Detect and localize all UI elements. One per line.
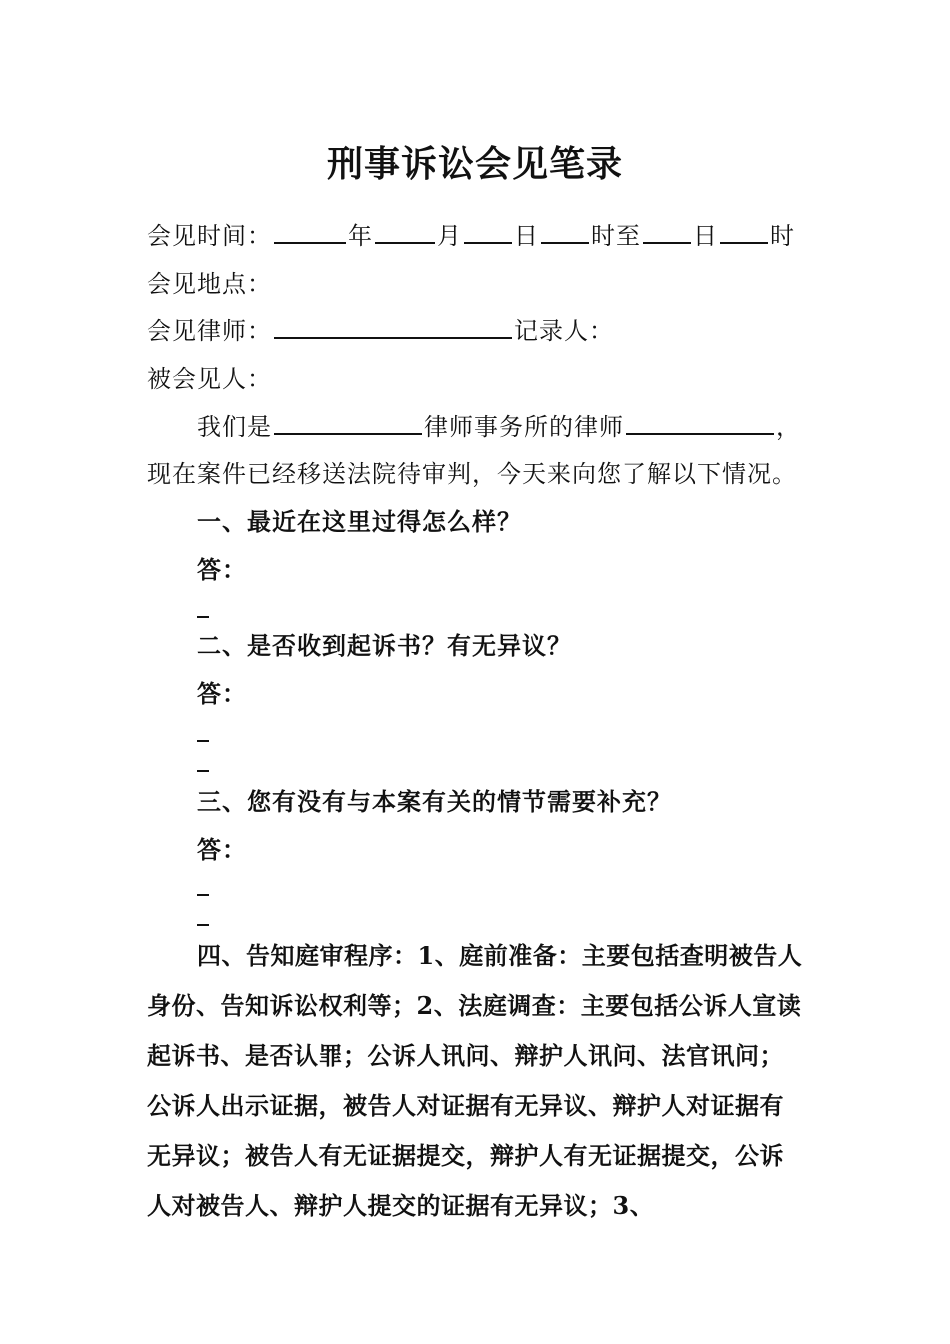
day-end-blank[interactable]: [643, 220, 691, 244]
hour-end-label: 时: [770, 222, 795, 250]
hour-to-label: 时至: [591, 222, 641, 250]
day-blank[interactable]: [464, 220, 512, 244]
hour-end-blank[interactable]: [720, 220, 768, 244]
answer-1-dash: [197, 616, 209, 618]
law-firm-blank[interactable]: [274, 411, 422, 435]
meeting-time-label: 会见时间：: [147, 222, 272, 250]
document-title: 刑事诉讼会见笔录: [326, 143, 623, 185]
lawyer-line: [147, 315, 614, 347]
hour-start-blank[interactable]: [541, 220, 589, 244]
lawyer-label: 会见律师：: [147, 317, 272, 345]
intro-part3: ，: [776, 413, 801, 441]
intro-part1: 我们是: [197, 413, 272, 441]
meeting-place-label: 会见地点：: [147, 270, 272, 298]
answer-1: 答：: [197, 555, 247, 584]
answer-3-dash-1: [197, 894, 209, 896]
lawyer-name-blank[interactable]: [626, 411, 774, 435]
month-blank[interactable]: [375, 220, 435, 244]
answer-3-dash-2: [197, 924, 209, 926]
recorder-label: 记录人：: [514, 317, 614, 345]
interviewee-line: [147, 363, 272, 395]
answer-2-dash-1: [197, 740, 209, 742]
answer-2-dash-2: [197, 770, 209, 772]
question-1: 一、最近在这里过得怎么样？: [197, 507, 522, 536]
year-label: 年: [348, 222, 373, 250]
question-3: 三、您有没有与本案有关的情节需要补充？: [197, 787, 672, 816]
answer-3: 答：: [197, 835, 247, 864]
intro-line-1: [197, 411, 801, 443]
question-2: 二、是否收到起诉书？有无异议？: [197, 631, 572, 660]
interviewee-label: 被会见人：: [147, 365, 272, 393]
intro-line-2: 现在案件已经移送法院待审判，今天来向您了解以下情况。: [147, 460, 797, 488]
meeting-place-line: [147, 268, 272, 300]
day-end-label: 日: [693, 222, 718, 250]
lawyer-blank[interactable]: [274, 315, 512, 339]
intro-part2: 律师事务所的律师: [424, 413, 624, 441]
meeting-time-line: [147, 220, 795, 252]
month-label: 月: [437, 222, 462, 250]
year-blank[interactable]: [274, 220, 346, 244]
answer-2: 答：: [197, 679, 247, 708]
day-label: 日: [514, 222, 539, 250]
section-4-paragraph: 四、告知庭审程序：1、庭前准备：主要包括查明被告人身份、告知诉讼权利等；2、法庭调查：主要包括公诉人宣读起诉书、是否认罪；公诉人讯问、辩护人讯问、法官讯问；公诉人出示证据，被告人对证据有无异议、辩护人对证据有无异议；被告人有无证据提交，辩护人有无证据提交，公诉人对被告人、辩护人提交的证据有无异议；3、: [147, 941, 803, 1220]
